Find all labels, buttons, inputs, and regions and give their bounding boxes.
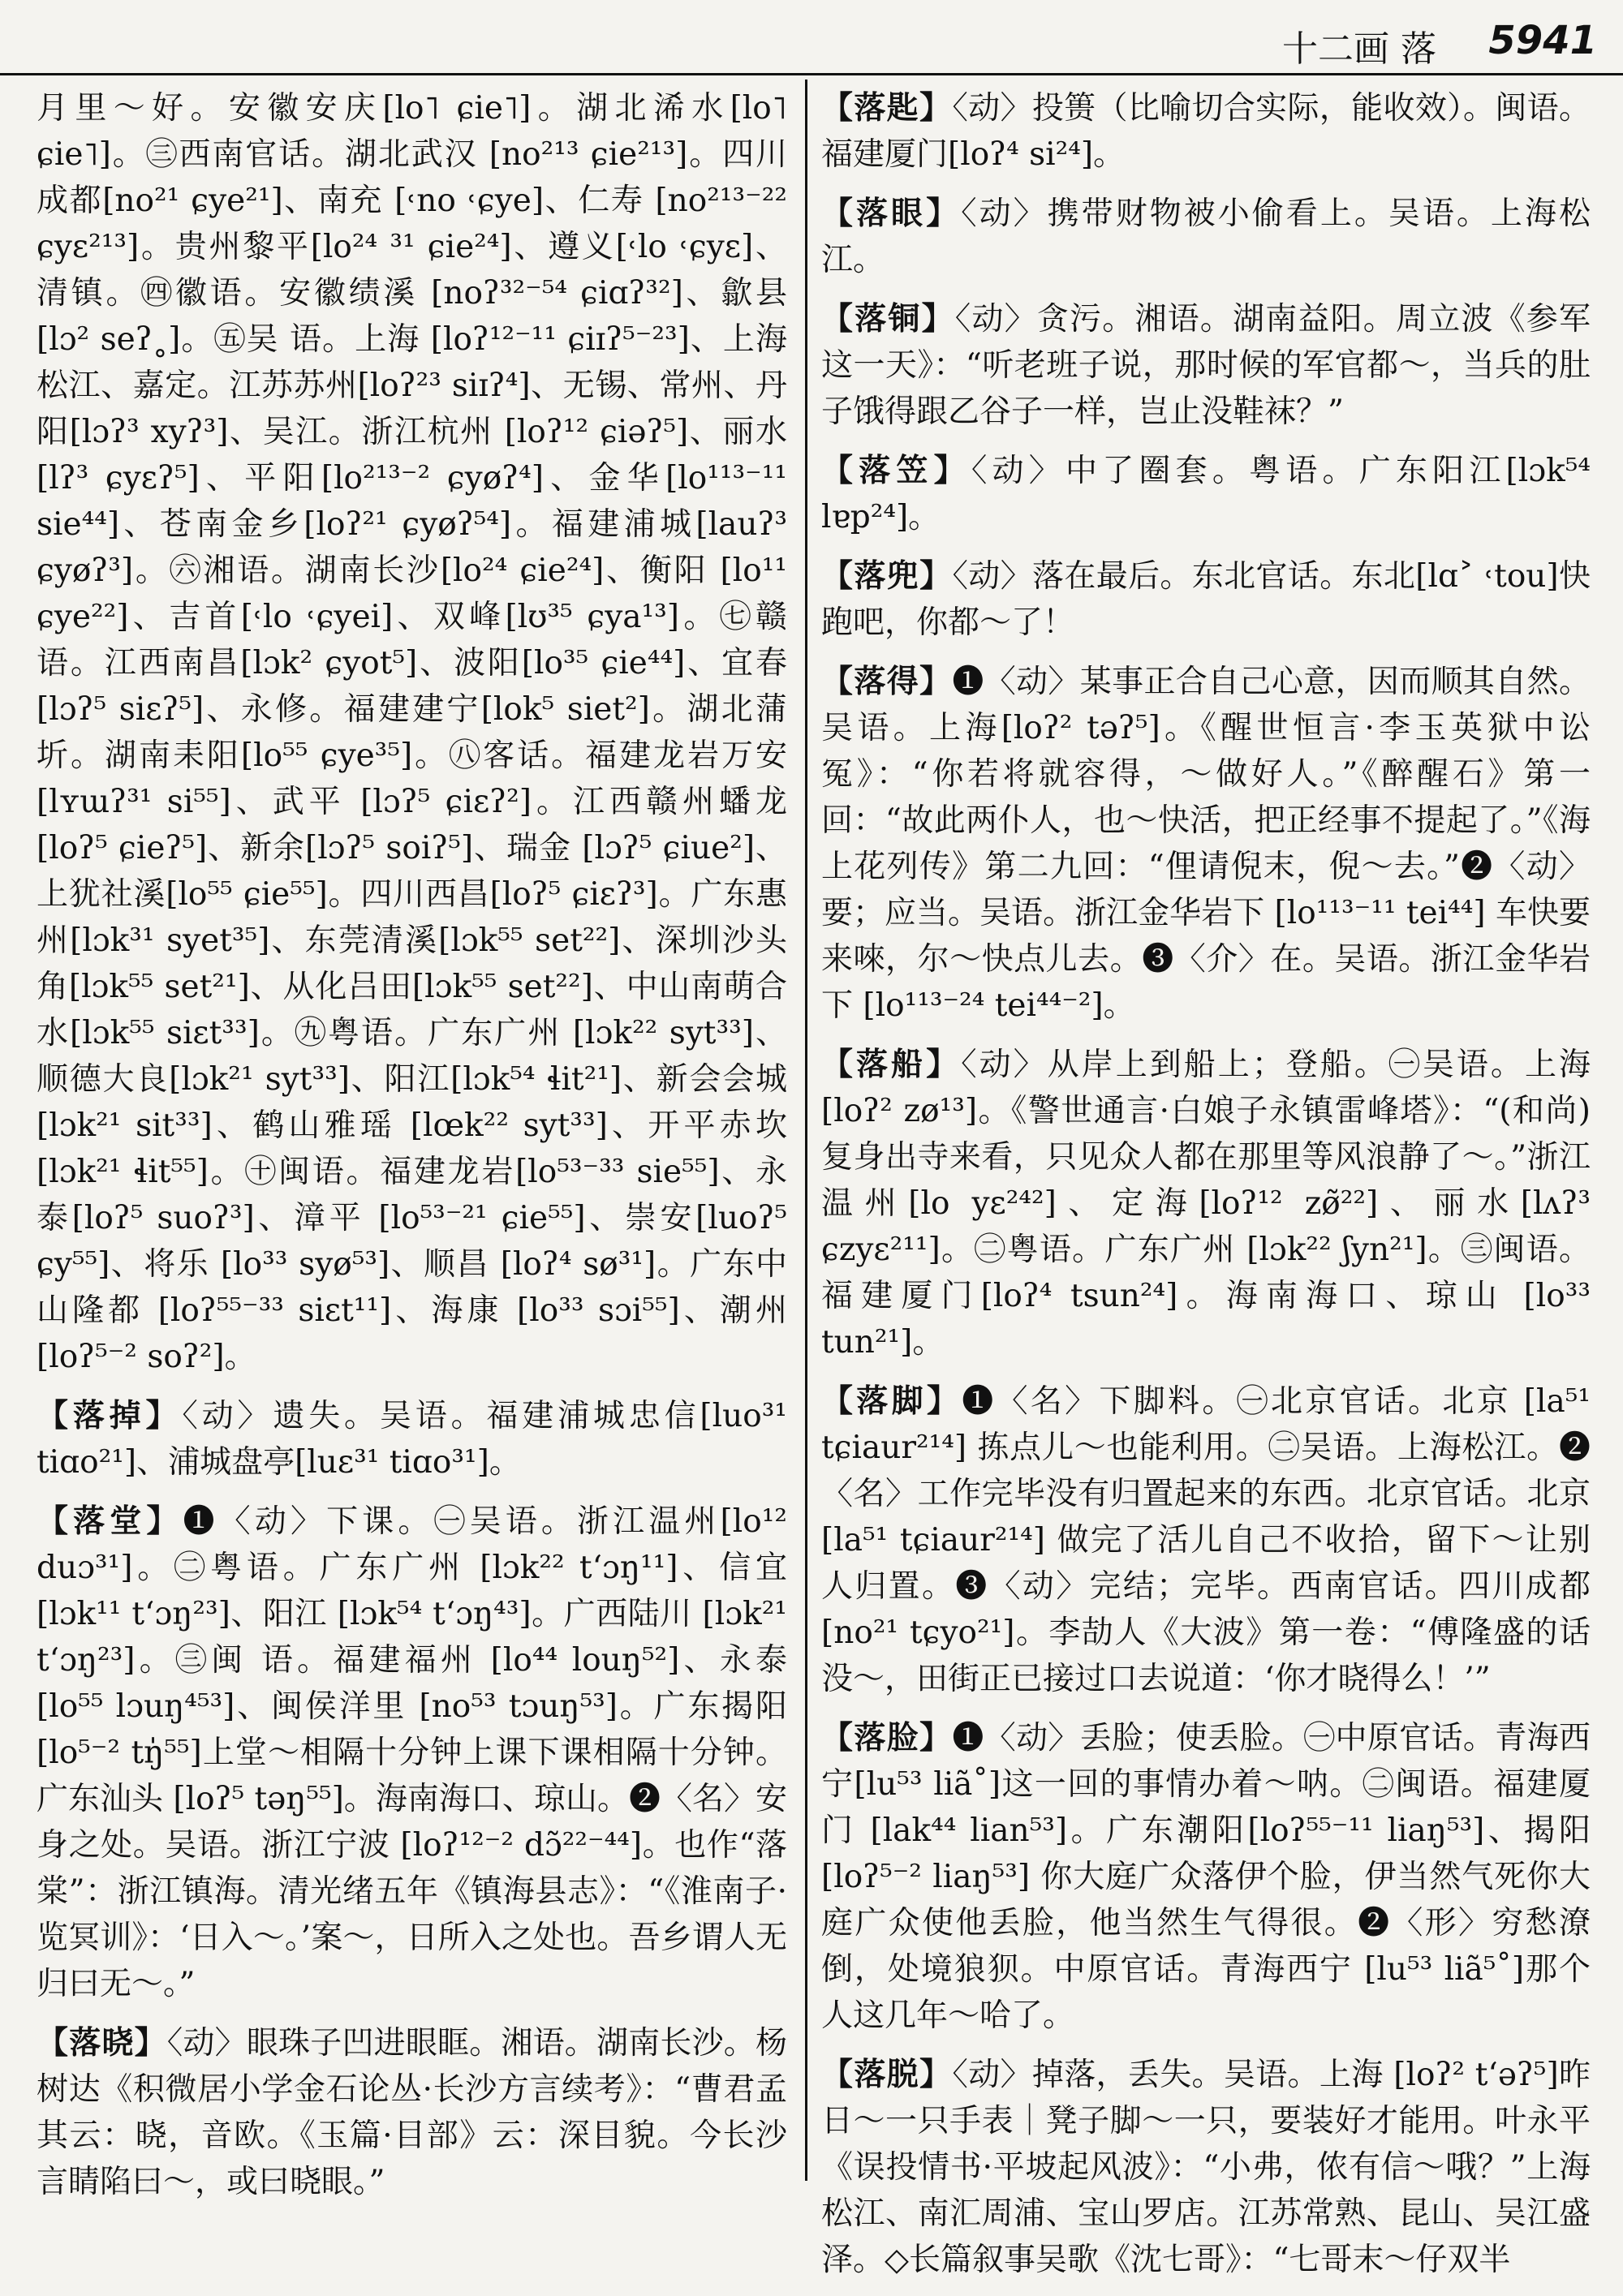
entry-definition: 〈动〉遗失。吴语。福建浦城忠信[luo³¹ tiɑo²¹]、浦城盘亭[luɛ³¹ tiɑo³¹]。: [37, 1398, 787, 1481]
entry-definition: 〈动〉眼珠子凹进眼眶。湘语。湖南长沙。杨树达《积微居小学金石论丛·长沙方言续考》：“曹君孟其云：晓，音欧。《玉篇·目部》云：深目貌。今长沙言睛陷曰～，或曰晓眼。”: [37, 2025, 787, 2200]
entry-continuation: 月里～好。安徽安庆[lo˥ ɕie˥]。湖北浠水[lo˥ ɕie˥]。㊂西南官话。湖北武汉 [no²¹³ ɕie²¹³]。四川成都[no²¹ ɕye²¹]、南充 [˓no ˓ɕye]、仁寿 [no²¹³⁻²² ɕyɛ²¹³]。贵州黎平[lo²⁴ ³¹ ɕie²⁴]、遵义[˓lo ˓ɕyɛ]、清镇。㊃徽语。安徽绩溪 [noʔ³²⁻⁵⁴ ɕiɑʔ³²]、歙县[lɔ² seʔ˳]。㊄吴 语。上海 [loʔ¹²⁻¹¹ ɕiɪʔ⁵⁻²³]、上海松江、嘉定。江苏苏州[loʔ²³ siɪʔ⁴]、无锡、常州、丹阳[lɔʔ³ xyʔ³]、吴江。浙江杭州 [loʔ¹² ɕiəʔ⁵]、丽水[lʔ³ ɕyɛʔ⁵]、平阳[lo²¹³⁻² ɕyøʔ⁴]、金华[lo¹¹³⁻¹¹ sie⁴⁴]、苍南金乡[loʔ²¹ ɕyøʔ⁵⁴]。福建浦城[lauʔ³ ɕyøʔ³]。㊅湘语。湖南长沙[lo²⁴ ɕie²⁴]、衡阳 [lo¹¹ ɕye²²]、吉首[˓lo ˓ɕyei]、双峰[lʊ³⁵ ɕya¹³]。㊆赣语。江西南昌[lɔk² ɕyot⁵]、波阳[lo³⁵ ɕie⁴⁴]、宜春[lɔʔ⁵ siɛʔ⁵]、永修。福建建宁[lok⁵ siet²]。湖北蒲圻。湖南耒阳[lo⁵⁵ ɕye³⁵]。㊇客话。福建龙岩万安[lʏɯʔ³¹ si⁵⁵]、武平 [lɔʔ⁵ ɕiɛʔ²]。江西赣州蟠龙[loʔ⁵ ɕieʔ⁵]、新余[lɔʔ⁵ soiʔ⁵]、瑞金 [lɔʔ⁵ ɕiue²]、上犹社溪[lo⁵⁵ ɕie⁵⁵]。四川西昌[loʔ⁵ ɕiɛʔ³]。广东惠州[lɔk³¹ syet³⁵]、东莞清溪[lɔk⁵⁵ set²²]、深圳沙头角[lɔk⁵⁵ set²¹]、从化吕田[lɔk⁵⁵ set²²]、中山南萌合水[lɔk⁵⁵ siɛt³³]。㊈粤语。广东广州 [lɔk²² syt³³]、顺德大良[lɔk²¹ syt³³]、阳江[lɔk⁵⁴ ɬit²¹]、新会会城[lɔk²¹ sit³³]、鹤山雅瑶 [lœk²² syt³³]、开平赤坎 [lɔk²¹ ɬit⁵⁵]。㊉闽语。福建龙岩[lo⁵³⁻³³ sie⁵⁵]、永泰[loʔ⁵ suoʔ³]、漳平 [lo⁵³⁻²¹ ɕie⁵⁵]、崇安[luoʔ⁵ ɕy⁵⁵]、将乐 [lo³³ syø⁵³]、顺昌 [loʔ⁴ sø³¹]。广东中山隆都 [loʔ⁵⁵⁻³³ siɛt¹¹]、海康 [lo³³ sɔi⁵⁵]、潮州[loʔ⁵⁻² soʔ²]。: [37, 90, 787, 1375]
entry-headword: 【落船】: [821, 1046, 962, 1083]
entry-definition: ❶〈名〉下脚料。㊀北京官话。北京 [la⁵¹ tɕiaur²¹⁴] 拣点儿～也能利用。㊁吴语。上海松江。❷〈名〉工作完毕没有归置起来的东西。北京官话。北京[la⁵¹ tɕiaur²¹⁴] 做完了活儿自己不收拾，留下～让别人归置。❸〈动〉完结；完毕。西南官话。四川成都 [no²¹ tɕyo²¹]。李劼人《大波》第一卷：“傅隆盛的话没～，田街正已接过口去说道：‘你才晓得么！’”: [821, 1383, 1591, 1697]
entry-headword: 【落脱】: [821, 2056, 953, 2093]
entry-headword: 【落眼】: [821, 195, 962, 232]
dictionary-entry: [821, 553, 1591, 646]
dictionary-entry: [821, 1042, 1591, 1365]
entry-definition: 〈动〉掉落，丢失。吴语。上海 [loʔ² tʻəʔ⁵]昨日～一只手表｜凳子脚～一只，要装好才能用。叶永平《误投情书·平坡起风波》：“小弗，侬有信～哦？”上海松江、南汇周浦、宝山罗店。江苏常熟、昆山、吴江盛泽。◇长篇叙事吴歌《沈七哥》：“七哥末～仔双半: [821, 2057, 1591, 2278]
right-column: [821, 85, 1591, 2296]
dictionary-entry: [821, 296, 1591, 435]
entry-definition: 〈动〉携带财物被小偷看上。吴语。上海松江。: [821, 196, 1591, 278]
column-divider: [805, 80, 807, 2181]
dictionary-entry: [821, 1715, 1591, 2039]
entry-definition: 〈动〉中了圈套。粤语。广东阳江[lɔk⁵⁴ lɐp²⁴]。: [821, 453, 1591, 535]
entry-definition: 〈动〉从岸上到船上；登船。㊀吴语。上海[loʔ² zø¹³]。《警世通言·白娘子永镇雷峰塔》：“(和尚)复身出寺来看，只见众人都在那里等风浪静了～。”浙江温州[lo yɛ²⁴²]、定海[loʔ¹² zø̃²²]、丽水[lʌʔ³ ɕzyɛ²¹¹]。㊁粤语。广东广州 [lɔk²² ʃyn²¹]。㊂闽语。福建厦门[loʔ⁴ tsun²⁴]。海南海口、琼山 [lo³³ tun²¹]。: [821, 1047, 1591, 1361]
dictionary-entry: [37, 2020, 787, 2205]
dictionary-entry: [821, 1378, 1591, 1702]
dictionary-entry: [37, 1393, 787, 1486]
section-title: 十二画 落: [1282, 28, 1436, 70]
entry-headword: 【落得】: [821, 663, 953, 700]
entry-definition: 〈动〉投篑（比喻切合实际，能收效）。闽语。福建厦门[loʔ⁴ si²⁴]。: [821, 90, 1591, 173]
dictionary-entry: [821, 191, 1591, 283]
entry-headword: 【落脚】: [821, 1382, 962, 1420]
entry-headword: 【落铜】: [821, 300, 955, 338]
dictionary-entry: [821, 448, 1591, 540]
dictionary-entry: [821, 659, 1591, 1029]
page-number: 5941: [1488, 18, 1597, 63]
entry-definition: 〈动〉贪污。湘语。湖南益阳。周立波《参军这一天》：“听老班子说，那时候的军官都～，当兵的肚子饿得跟乙谷子一样，岂止没鞋袜？”: [821, 301, 1591, 430]
entry-definition: ❶〈动〉丢脸；使丢脸。㊀中原官话。青海西宁[lu⁵³ liã˚]这一回的事情办着～呐。㊁闽语。福建厦门 [lak⁴⁴ lian⁵³]。广东潮阳[loʔ⁵⁵⁻¹¹ liaŋ⁵³]、揭阳 [loʔ⁵⁻² liaŋ⁵³] 你大庭广众落伊个脸，伊当然气死你大庭广众使他丢脸，他当然生气得很。❷〈形〉穷愁潦倒，处境狼狈。中原官话。青海西宁 [lu⁵³ liã⁵˚]那个人这几年～哈了。: [821, 1720, 1591, 2034]
entry-headword: 【落匙】: [821, 89, 953, 127]
entry-headword: 【落脸】: [821, 1719, 953, 1756]
entry-headword: 【落笠】: [821, 452, 971, 489]
left-column: [37, 85, 787, 2218]
dictionary-entry: [821, 85, 1591, 178]
entry-definition: 〈动〉落在最后。东北官话。东北[lɑ˃ ˓tou]快跑吧，你都～了！: [821, 558, 1591, 641]
entry-headword: 【落掉】: [37, 1397, 183, 1434]
entry-definition: ❶〈动〉某事正合自己心意，因而顺其自然。吴语。上海[loʔ² təʔ⁵]。《醒世恒言·李玉英狱中讼冤》：“你若将就容得，～做好人。”《醉醒石》第一回：“故此两仆人，也～快活，把正经事不提起了。”《海上花列传》第二九回：“俚请倪末，倪～去。”❷〈动〉要；应当。吴语。浙江金华岩下 [lo¹¹³⁻¹¹ tei⁴⁴] 车快要来唻，尔～快点儿去。❸〈介〉在。吴语。浙江金华岩下 [lo¹¹³⁻²⁴ tei⁴⁴⁻²]。: [821, 664, 1591, 1024]
page-header: [0, 16, 1623, 75]
dictionary-entry: [37, 1498, 787, 2007]
dictionary-entry: [821, 2052, 1591, 2283]
entry-definition: ❶〈动〉下课。㊀吴语。浙江温州[lo¹² duɔ³¹]。㊁粤语。广东广州 [lɔk²² tʻɔŋ¹¹]、信宜 [lɔk¹¹ tʻɔŋ²³]、阳江 [lɔk⁵⁴ tʻɔŋ⁴³]。广西陆川 [lɔk²¹ tʻɔŋ²³]。㊂闽 语。福建福州 [lo⁴⁴ louŋ⁵²]、永泰 [lo⁵⁵ lɔuŋ⁴⁵³]、闽侯洋里 [no⁵³ tɔuŋ⁵³]。广东揭阳 [lo⁵⁻² tŋ̍⁵⁵]上堂～相隔十分钟上课下课相隔十分钟。广东汕头 [loʔ⁵ təŋ⁵⁵]。海南海口、琼山。❷〈名〉安身之处。吴语。浙江宁波 [loʔ¹²⁻² dɔ̃²²⁻⁴⁴]。也作“落棠”：浙江镇海。清光绪五年《镇海县志》：“《淮南子·览冥训》：‘日入～。’案～，日所入之处也。吾乡谓人无归曰无～。”: [37, 1503, 787, 2002]
entry-headword: 【落晓】: [37, 2024, 167, 2062]
entry-headword: 【落堂】: [37, 1503, 183, 1540]
entry-headword: 【落兜】: [821, 557, 953, 595]
